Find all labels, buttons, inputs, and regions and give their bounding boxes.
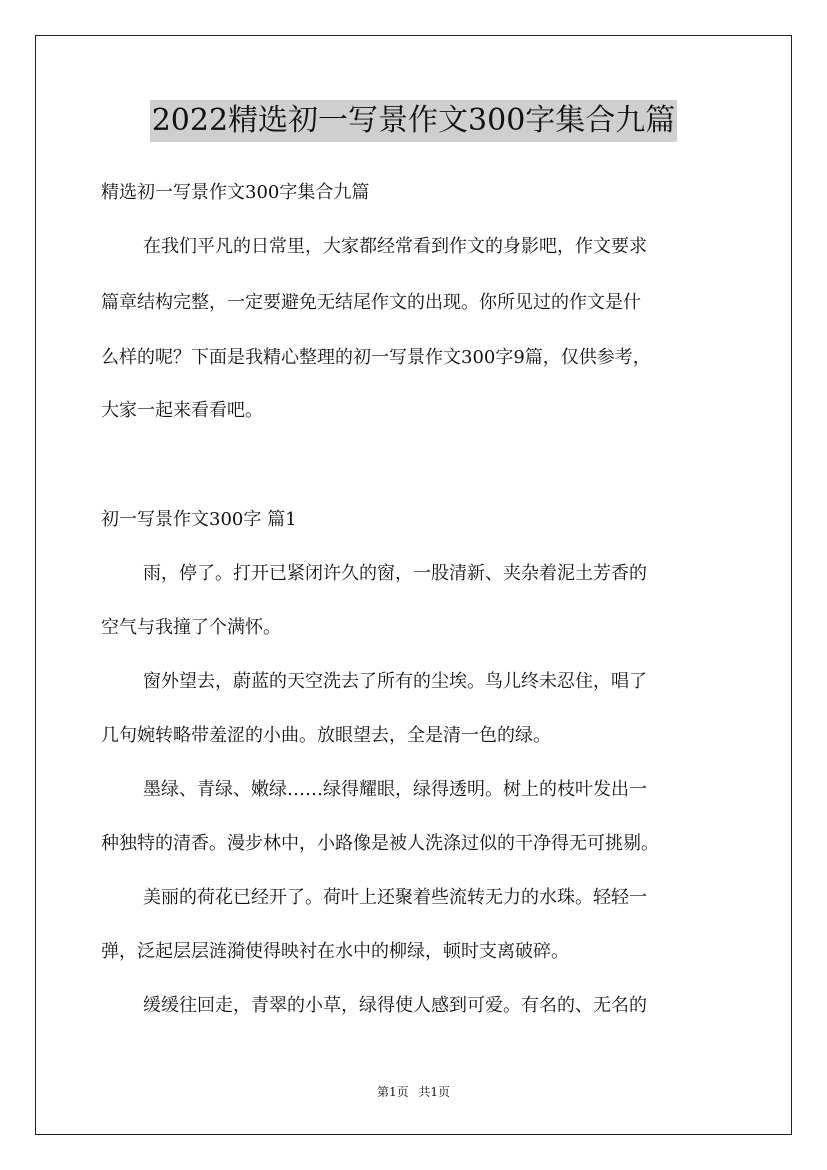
page-footer	[0, 1084, 827, 1100]
document-title: 2022精选初一写景作文300字集合九篇	[150, 100, 678, 142]
section-heading: 初一写景作文300字 篇1	[101, 509, 297, 530]
body-line: 空气与我撞了个满怀。	[101, 617, 281, 638]
page-total: 共1页	[418, 1085, 451, 1099]
intro-line: 在我们平凡的日常里，大家都经常看到作文的身影吧，作文要求	[143, 236, 647, 257]
intro-line: 么样的呢？下面是我精心整理的初一写景作文300字9篇，仅供参考，	[101, 347, 651, 368]
body-line: 美丽的荷花已经开了。荷叶上还聚着些流转无力的水珠。轻轻一	[143, 887, 647, 908]
subtitle: 精选初一写景作文300字集合九篇	[101, 182, 370, 203]
body-line: 弹，泛起层层涟漪使得映衬在水中的柳绿，顿时支离破碎。	[101, 941, 569, 962]
page-number: 第1页	[376, 1085, 409, 1099]
body-line: 缓缓往回走，青翠的小草，绿得使人感到可爱。有名的、无名的	[143, 995, 647, 1016]
body-line: 几句婉转略带羞涩的小曲。放眼望去，全是清一色的绿。	[101, 725, 551, 746]
title-container	[0, 100, 827, 142]
intro-line: 篇章结构完整，一定要避免无结尾作文的出现。你所见过的作文是什	[101, 292, 641, 313]
intro-line: 大家一起来看看吧。	[101, 400, 263, 421]
body-line: 窗外望去，蔚蓝的天空洗去了所有的尘埃。鸟儿终未忍住，唱了	[143, 671, 647, 692]
body-line: 雨，停了。打开已紧闭许久的窗，一股清新、夹杂着泥土芳香的	[143, 563, 647, 584]
body-line: 种独特的清香。漫步林中，小路像是被人洗涤过似的干净得无可挑剔。	[101, 833, 659, 854]
body-line: 墨绿、青绿、嫩绿……绿得耀眼，绿得透明。树上的枝叶发出一	[143, 779, 647, 800]
